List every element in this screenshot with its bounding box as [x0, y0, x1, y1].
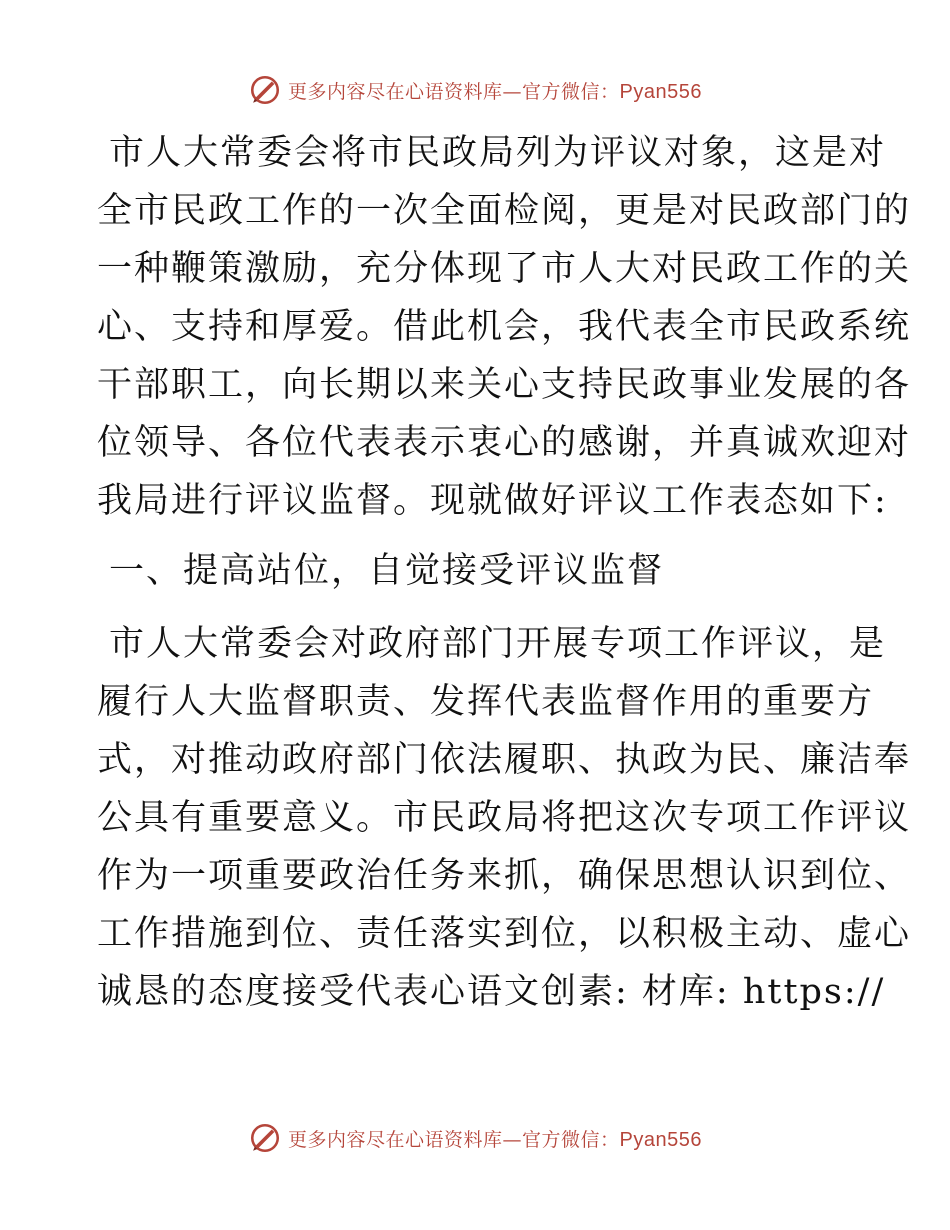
text-line: 诚恳的态度接受代表心语文创素: 材库: https://	[97, 972, 886, 1012]
text-line: 全市民政工作的一次全面检阅，更是对民政部门的	[97, 191, 912, 231]
watermark-footer	[0, 1118, 950, 1158]
section-heading: 一、提高站位，自觉接受评议监督	[109, 551, 665, 591]
text-line: 干部职工，向长期以来关心支持民政事业发展的各	[97, 365, 912, 405]
text-line: 我局进行评议监督。现就做好评议工作表态如下:	[97, 481, 888, 521]
text-line: 作为一项重要政治任务来抓，确保思想认识到位、	[97, 856, 912, 896]
paragraph-2	[97, 615, 912, 1021]
text-line: 式，对推动政府部门依法履职、执政为民、廉洁奉	[97, 740, 912, 780]
text-line: 位领导、各位代表表示衷心的感谢，并真诚欢迎对	[97, 423, 912, 463]
paragraph-1	[97, 124, 912, 530]
text-line: 心、支持和厚爱。借此机会，我代表全市民政系统	[97, 307, 912, 347]
logo-icon	[248, 1121, 282, 1155]
text-line: 公具有重要意义。市民政局将把这次专项工作评议	[97, 798, 912, 838]
text-line: 一种鞭策激励，充分体现了市人大对民政工作的关	[97, 249, 912, 289]
logo-icon	[248, 73, 282, 107]
text-line: 履行人大监督职责、发挥代表监督作用的重要方	[97, 682, 875, 722]
text-line: 市人大常委会将市民政局列为评议对象，这是对	[109, 133, 887, 173]
text-line: 工作措施到位、责任落实到位，以积极主动、虚心	[97, 914, 912, 954]
watermark-header	[0, 70, 950, 110]
watermark-text: 更多内容尽在心语资料库—官方微信：Pyan556	[288, 80, 702, 103]
text-line: 市人大常委会对政府部门开展专项工作评议，是	[109, 624, 887, 664]
watermark-text: 更多内容尽在心语资料库—官方微信：Pyan556	[288, 1128, 702, 1151]
